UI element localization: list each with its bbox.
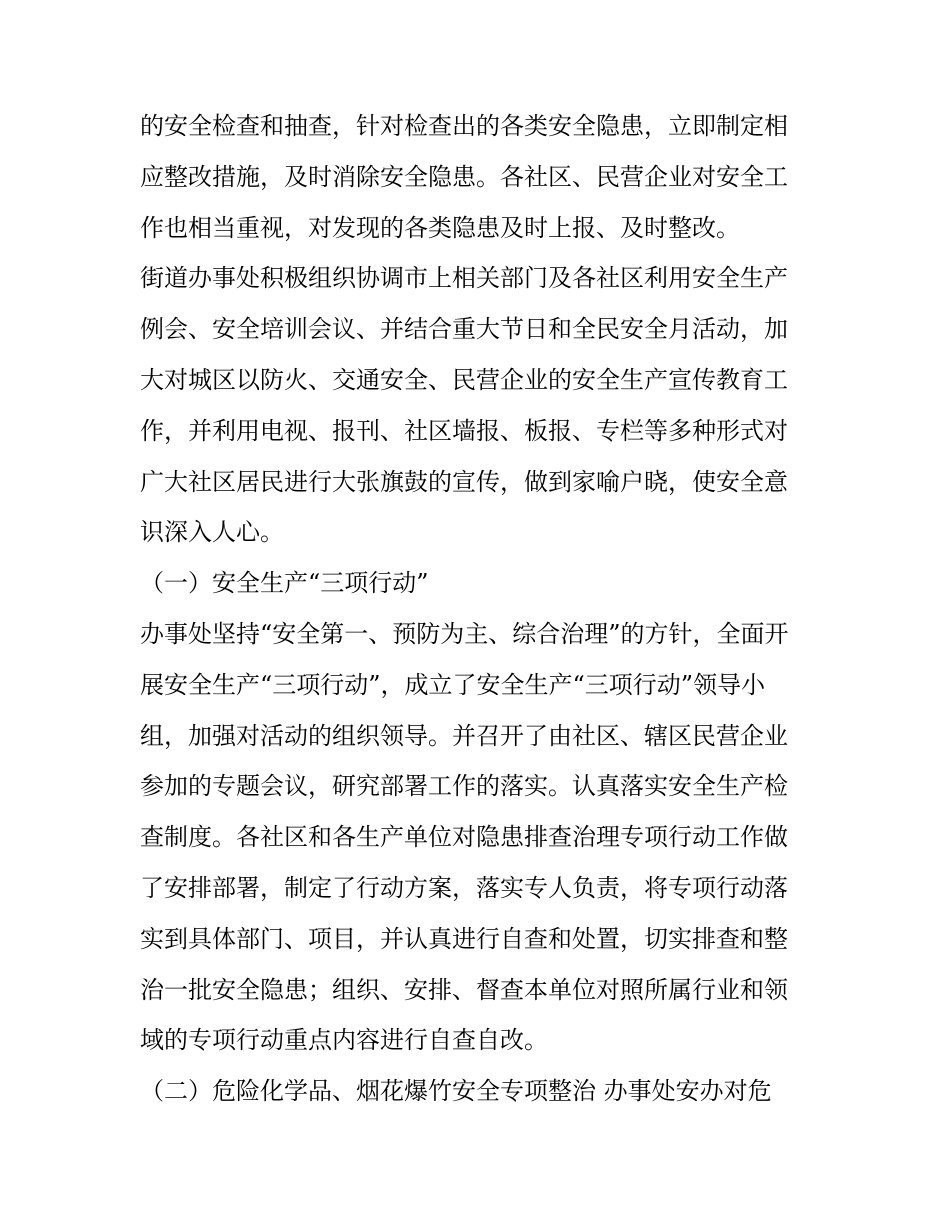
text-line: 展安全生产“三项行动”，成立了安全生产“三项行动”领导小: [140, 670, 766, 699]
text-line: 广大社区居民进行大张旗鼓的宣传，做到家喻户晓，使安全意: [140, 467, 788, 496]
text-line: 例会、安全培训会议、并结合重大节日和全民安全月活动，加: [140, 315, 788, 344]
text-line: 治一批安全隐患；组织、安排、督查本单位对照所属行业和领: [140, 975, 788, 1004]
text-line: 实到具体部门、项目，并认真进行自查和处置，切实排查和整: [140, 924, 788, 953]
section-heading: （一）安全生产“三项行动”: [140, 569, 429, 598]
body-text: [140, 101, 820, 1117]
text-line: 街道办事处积极组织协调市上相关部门及各社区利用安全生产: [140, 264, 788, 293]
text-line: 应整改措施，及时消除安全隐患。各社区、民营企业对安全工: [140, 162, 788, 191]
text-line: 组，加强对活动的组织领导。并召开了由社区、辖区民营企业: [140, 721, 788, 750]
text-line: 参加的专题会议，研究部署工作的落实。认真落实安全生产检: [140, 772, 788, 801]
text-line: 作也相当重视，对发现的各类隐患及时上报、及时整改。: [140, 213, 740, 242]
text-line: 识深入人心。: [140, 518, 284, 547]
section-heading: （二）危险化学品、烟花爆竹安全专项整治 办事处安办对危: [140, 1077, 772, 1106]
text-line: 查制度。各社区和各生产单位对隐患排查治理专项行动工作做: [140, 823, 788, 852]
text-line: 域的专项行动重点内容进行自查自改。: [140, 1026, 548, 1055]
text-line: 了安排部署，制定了行动方案，落实专人负责，将专项行动落: [140, 873, 788, 902]
text-line: 办事处坚持“安全第一、预防为主、综合治理”的方针，全面开: [140, 619, 789, 648]
text-line: 的安全检查和抽查，针对检查出的各类安全隐患，立即制定相: [140, 112, 788, 140]
text-line: 作，并利用电视、报刊、社区墙报、板报、专栏等多种形式对: [140, 416, 788, 445]
text-line: 大对城区以防火、交通安全、民营企业的安全生产宣传教育工: [140, 365, 788, 394]
